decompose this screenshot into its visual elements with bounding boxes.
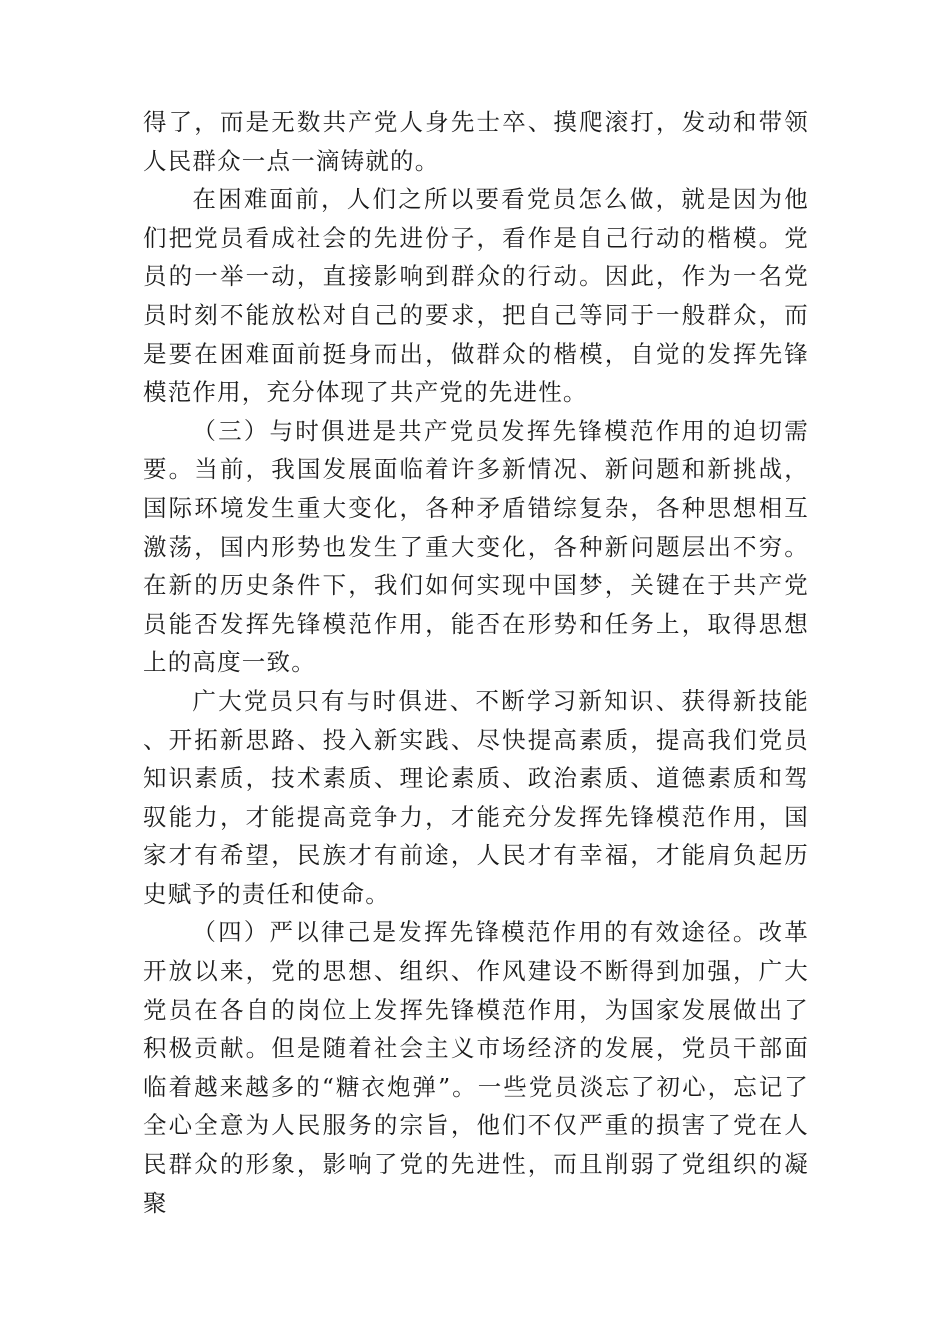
paragraph-role-model: 在困难面前，人们之所以要看党员怎么做，就是因为他们把党员看成社会的先进份子，看作是自己行动的楷模。党员的一举一动，直接影响到群众的行动。因此，作为一名党员时刻不能放松对自己的要求，把自己等同于一般群众，而是要在困难面前挺身而出，做群众的楷模，自觉的发挥先锋模范作用，充分体现了共产党的先进性。 <box>143 185 809 407</box>
paragraph-section-three: （三）与时俱进是共产党员发挥先锋模范作用的迫切需要。当前，我国发展面临着许多新情况、新问题和新挑战，国际环境发生重大变化，各种矛盾错综复杂，各种思想相互激荡，国内形势也发生了重大变化，各种新问题层出不穷。在新的历史条件下，我们如何实现中国梦，关键在于共产党员能否发挥先锋模范作用，能否在形势和任务上，取得思想上的高度一致。 <box>143 416 809 677</box>
body-text <box>143 103 809 1222</box>
paragraph-continuation: 得了，而是无数共产党人身先士卒、摸爬滚打，发动和带领人民群众一点一滴铸就的。 <box>143 108 809 175</box>
paragraph-section-four: （四）严以律己是发挥先锋模范作用的有效途径。改革开放以来，党的思想、组织、作风建设不断得到加强，广大党员在各自的岗位上发挥先锋模范作用，为国家发展做出了积极贡献。但是随着社会主义市场经济的发展，党员干部面临着越来越多的“糖衣炮弹”。一些党员淡忘了初心，忘记了全心全意为人民服务的宗旨，他们不仅严重的损害了党在人民群众的形象，影响了党的先进性，而且削弱了党组织的凝聚 <box>143 918 809 1217</box>
paragraph-keep-pace: 广大党员只有与时俱进、不断学习新知识、获得新技能、开拓新思路、投入新实践、尽快提高素质，提高我们党员知识素质，技术素质、理论素质、政治素质、道德素质和驾驭能力，才能提高竞争力，才能充分发挥先锋模范作用，国家才有希望，民族才有前途，人民才有幸福，才能肩负起历史赋予的责任和使命。 <box>143 686 809 908</box>
